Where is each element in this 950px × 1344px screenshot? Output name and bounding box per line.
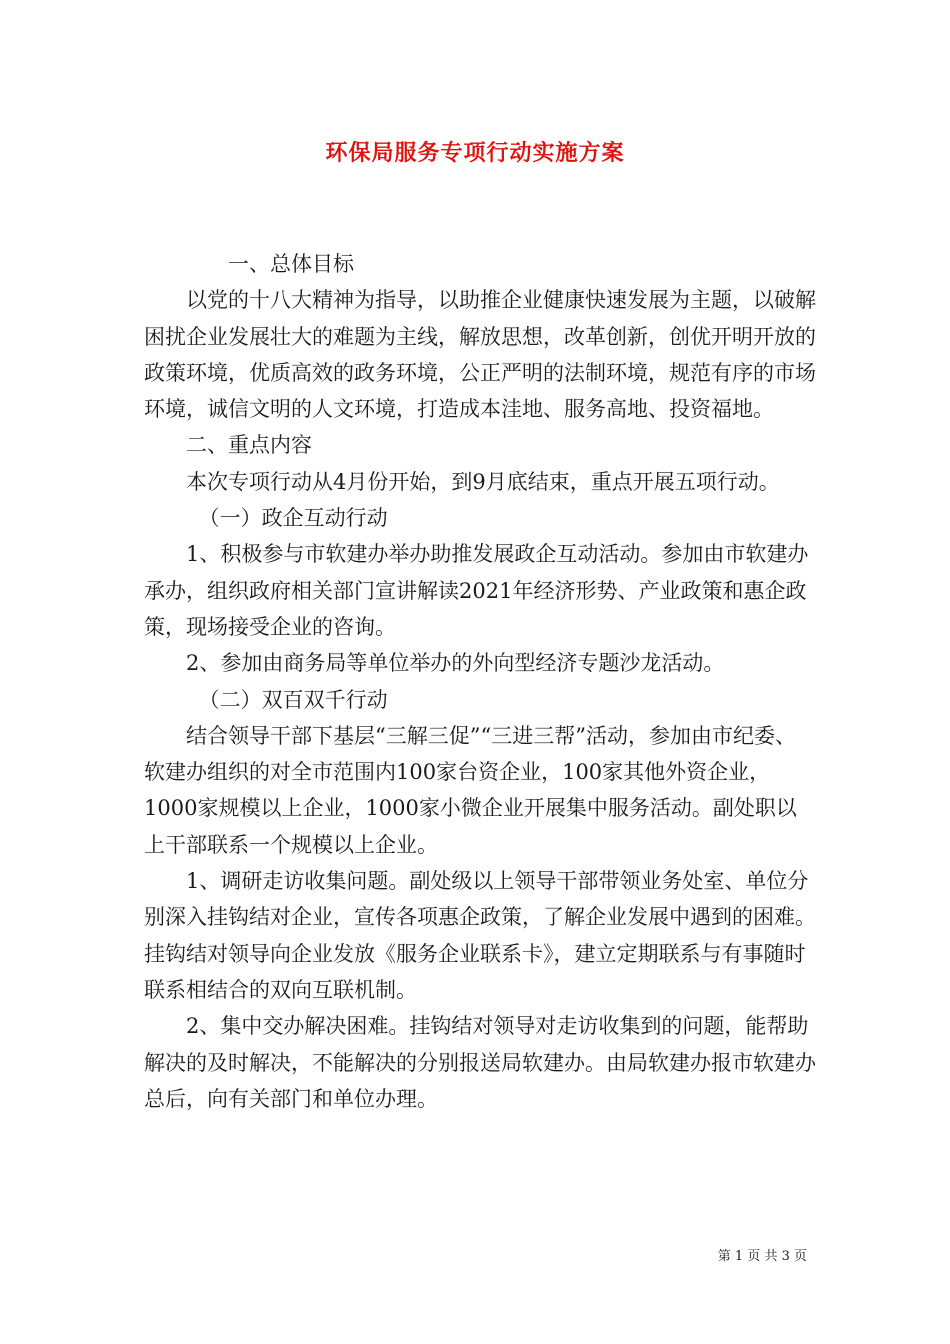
section-heading-2: 二、重点内容 [186,433,312,458]
subsection-heading-2: （二）双百双千行动 [198,687,388,712]
page-title: 环保局服务专项行动实施方案 [325,140,625,166]
paragraph: 本次专项行动从4月份开始，到9月底结束，重点开展五项行动。 [186,469,780,494]
document-body [144,246,816,1117]
paragraph: 2、集中交办解决困难。挂钩结对领导对走访收集到的问题，能帮助解决的及时解决，不能解决的分别报送局软建办。由局软建办报市软建办总后，向有关部门和单位办理。 [144,1014,816,1111]
paragraph: 1、积极参与市软建办举办助推发展政企互动活动。参加由市软建办承办，组织政府相关部门宣讲解读2021年经济形势、产业政策和惠企政策，现场接受企业的咨询。 [144,542,809,639]
section-heading-1: 一、总体目标 [228,252,354,276]
paragraph: 1、调研走访收集问题。副处级以上领导干部带领业务处室、单位分别深入挂钩结对企业，宣传各项惠企政策，了解企业发展中遇到的困难。挂钩结对领导向企业发放《服务企业联系卡》，建立定期联系与有事随时联系相结合的双向互联机制。 [144,869,816,1002]
paragraph: 结合领导干部下基层“三解三促”“三进三帮”活动，参加由市纪委、软建办组织的对全市范围内100家台资企业，100家其他外资企业，1000家规模以上企业，1000家小微企业开展集中服务活动。副处职以上干部联系一个规模以上企业。 [144,723,797,857]
paragraph: 以党的十八大精神为指导，以助推企业健康快速发展为主题，以破解困扰企业发展壮大的难题为主线，解放思想，改革创新，创优开明开放的政策环境，优质高效的政务环境，公正严明的法制环境，规范有序的市场环境，诚信文明的人文环境，打造成本洼地、服务高地、投资福地。 [144,288,816,422]
subsection-heading-1: （一）政企互动行动 [198,506,388,531]
paragraph: 2、参加由商务局等单位举办的外向型经济专题沙龙活动。 [186,651,725,676]
page-number: 第 1 页 共 3 页 [717,1249,807,1264]
